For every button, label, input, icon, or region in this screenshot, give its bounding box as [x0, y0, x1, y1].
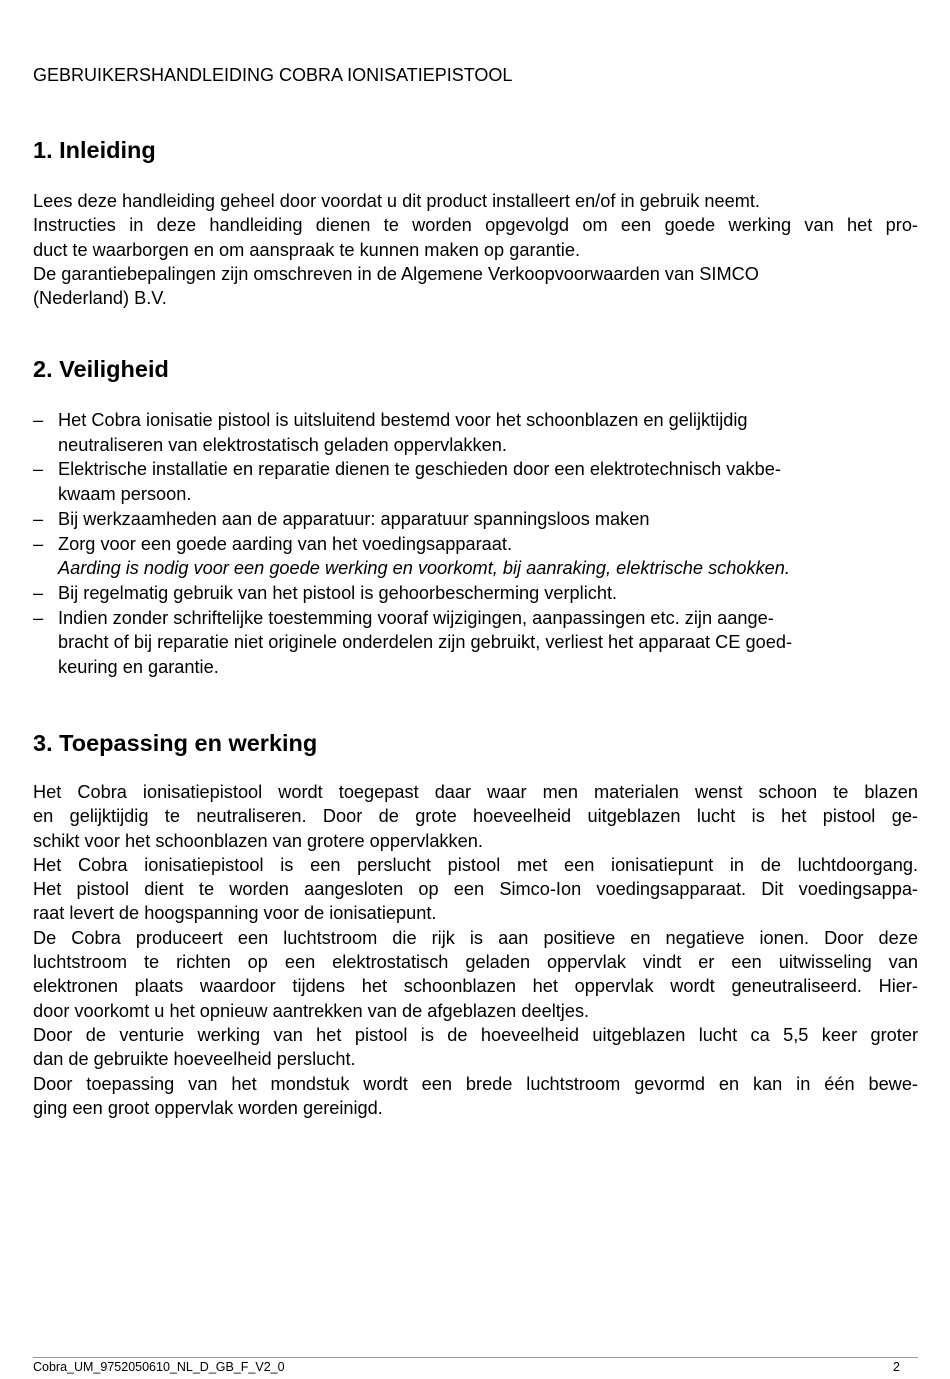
- list-item-line: bracht of bij reparatie niet originele onderdelen zijn gebruikt, verliest het apparaat CE goed-: [58, 632, 793, 653]
- list-item-note: Aarding is nodig voor een goede werking en voorkomt, bij aanraking, elektrische schokken.: [58, 558, 790, 579]
- paragraph-line: elektronen plaats waardoor tijdens het schoonblazen het oppervlak wordt geneutraliseerd. Hier-: [33, 976, 918, 997]
- section-body-toepassing: [33, 780, 918, 1120]
- list-item-line: Indien zonder schriftelijke toestemming vooraf wijzigingen, aanpassingen etc. zijn aange-: [58, 607, 774, 628]
- paragraph-line: De Cobra produceert een luchtstroom die rijk is aan positieve en negatieve ionen. Door deze: [33, 927, 918, 948]
- list-item: [33, 581, 918, 606]
- paragraph-line: dan de gebruikte hoeveelheid perslucht.: [33, 1049, 356, 1070]
- list-item: [33, 507, 918, 532]
- paragraph-line: Door de venturie werking van het pistool is de hoeveelheid uitgeblazen lucht ca 5,5 keer groter: [33, 1024, 918, 1045]
- paragraph-line: duct te waarborgen en om aanspraak te kunnen maken op garantie.: [33, 239, 580, 260]
- list-item-line: Bij werkzaamheden aan de apparatuur: apparatuur spanningsloos maken: [58, 508, 650, 529]
- list-item: [33, 532, 918, 581]
- bullet-dash: –: [33, 582, 44, 603]
- list-item-line: neutraliseren van elektrostatisch geladen oppervlakken.: [58, 434, 507, 455]
- list-item-line: kwaam persoon.: [58, 484, 192, 505]
- paragraph-line: Door toepassing van het mondstuk wordt een brede luchtstroom gevormd en kan in één bewe-: [33, 1073, 918, 1094]
- paragraph-line: (Nederland) B.V.: [33, 288, 167, 309]
- paragraph-line: schikt voor het schoonblazen van grotere oppervlakken.: [33, 830, 483, 851]
- bullet-dash: –: [33, 410, 44, 430]
- list-item: [33, 408, 918, 457]
- bullet-dash: –: [33, 533, 44, 554]
- paragraph-line: Instructies in deze handleiding dienen te worden opgevolgd om een goede werking van het pro-: [33, 215, 918, 236]
- list-item: [33, 457, 918, 506]
- footer-document-code: Cobra_UM_9752050610_NL_D_GB_F_V2_0: [33, 1360, 285, 1374]
- paragraph-line: luchtstroom te richten op een elektrostatisch geladen oppervlak vindt er een uitwisseling van: [33, 952, 918, 973]
- section-heading-veiligheid: 2. Veiligheid: [33, 356, 169, 382]
- bullet-dash: –: [33, 607, 44, 628]
- safety-list: [33, 408, 918, 680]
- list-item: [33, 606, 918, 680]
- list-item-line: Elektrische installatie en reparatie dienen te geschieden door een elektrotechnisch vakbe-: [58, 459, 781, 480]
- document-title: GEBRUIKERSHANDLEIDING COBRA IONISATIEPISTOOL: [33, 65, 513, 85]
- section-body-inleiding: [33, 189, 918, 310]
- paragraph-line: Het Cobra ionisatiepistool is een perslucht pistool met een ionisatiepunt in de luchtdoorgang.: [33, 854, 918, 875]
- paragraph-line: door voorkomt u het opnieuw aantrekken van de afgeblazen deeltjes.: [33, 1000, 590, 1021]
- paragraph-line: Het pistool dient te worden aangesloten op een Simco-Ion voedingsapparaat. Dit voedingsappa-: [33, 879, 918, 900]
- paragraph-line: en gelijktijdig te neutraliseren. Door de grote hoeveelheid uitgeblazen lucht is het pistool ge-: [33, 806, 918, 827]
- list-item-line: Zorg voor een goede aarding van het voedingsapparaat.: [58, 533, 513, 554]
- paragraph-line: De garantiebepalingen zijn omschreven in de Algemene Verkoopvoorwaarden van SIMCO: [33, 263, 759, 284]
- paragraph-line: ging een groot oppervlak worden gereinigd.: [33, 1097, 383, 1118]
- footer-divider: [33, 1357, 918, 1358]
- paragraph-line: raat levert de hoogspanning voor de ionisatiepunt.: [33, 903, 437, 924]
- list-item-line: Bij regelmatig gebruik van het pistool is gehoorbescherming verplicht.: [58, 582, 618, 603]
- paragraph-line: Het Cobra ionisatiepistool wordt toegepast daar waar men materialen wenst schoon te blazen: [33, 782, 918, 802]
- section-heading-toepassing: 3. Toepassing en werking: [33, 730, 318, 756]
- bullet-dash: –: [33, 459, 44, 480]
- paragraph-line: Lees deze handleiding geheel door voordat u dit product installeert en/of in gebruik neemt.: [33, 191, 760, 211]
- list-item-line: keuring en garantie.: [58, 657, 219, 678]
- section-heading-inleiding: 1. Inleiding: [33, 137, 156, 163]
- footer-page-number: 2: [893, 1360, 900, 1374]
- list-item-line: Het Cobra ionisatie pistool is uitsluitend bestemd voor het schoonblazen en gelijktijdig: [58, 410, 748, 430]
- bullet-dash: –: [33, 508, 44, 529]
